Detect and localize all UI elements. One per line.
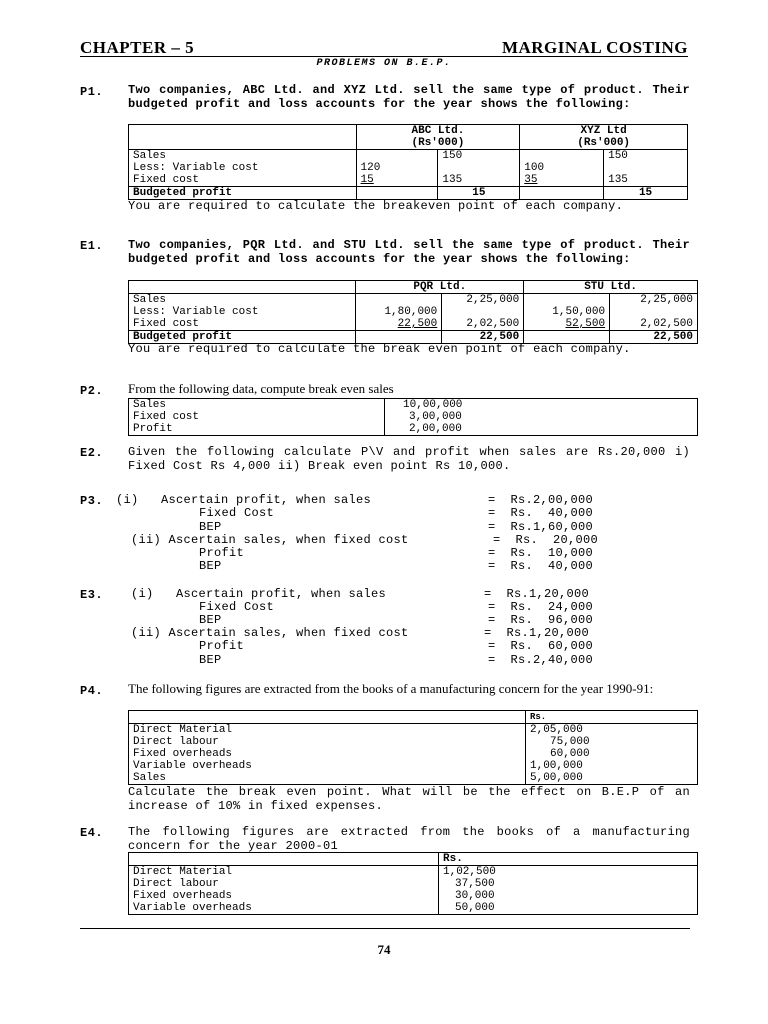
subject-heading: MARGINAL COSTING bbox=[501, 38, 688, 57]
e1-col-a-head: PQR Ltd. bbox=[356, 281, 524, 294]
table-total-row: Budgeted profit 22,500 22,500 bbox=[129, 331, 698, 344]
table-row: Profit 2,00,000 bbox=[129, 423, 698, 436]
p2-intro: From the following data, compute break even sales bbox=[128, 381, 394, 396]
p3-value: = Rs. 20,000 bbox=[493, 533, 599, 547]
e1-question: You are required to calculate the break even point of each company. bbox=[128, 342, 631, 356]
e1-table bbox=[128, 280, 698, 344]
table-row: Direct labour 75,000 bbox=[129, 736, 698, 748]
table-row: Variable overheads 1,00,000 bbox=[129, 760, 698, 772]
table-row: Sales 2,25,000 2,25,000 bbox=[129, 294, 698, 307]
e3-value: = Rs.1,20,000 bbox=[484, 626, 590, 640]
header-rule bbox=[80, 56, 688, 57]
p3-value: = Rs. 10,000 bbox=[488, 546, 594, 560]
p1-table bbox=[128, 124, 688, 200]
problem-label-e4: E4. bbox=[80, 826, 104, 840]
table-row: Fixed cost 22,500 2,02,500 52,500 2,02,500 bbox=[129, 318, 698, 331]
p4-col-head: Rs. bbox=[526, 711, 698, 724]
p4-question: Calculate the break even point. What will be the effect on B.E.P of an increase of 10% in fixed expenses. bbox=[128, 785, 690, 813]
p3-line: Profit bbox=[199, 546, 245, 560]
problem-label-e3: E3. bbox=[80, 588, 104, 602]
table-row: Less: Variable cost 120 100 bbox=[129, 162, 688, 174]
e3-value: = Rs.2,40,000 bbox=[488, 653, 594, 667]
p3-line: Fixed Cost bbox=[199, 506, 275, 520]
p4-intro: The following figures are extracted from the books of a manufacturing concern for the year 1990-91: bbox=[128, 681, 654, 696]
p3-value: = Rs.2,00,000 bbox=[488, 493, 594, 507]
p3-line: (ii) Ascertain sales, when fixed cost bbox=[131, 533, 409, 547]
problem-label-e2: E2. bbox=[80, 446, 104, 460]
e3-value: = Rs.1,20,000 bbox=[484, 587, 590, 601]
table-row: Direct Material 2,05,000 bbox=[129, 724, 698, 737]
p1-col-a-unit: (Rs'000) bbox=[411, 137, 465, 149]
table-row: Direct Material 1,02,500 bbox=[129, 866, 698, 879]
table-row: Variable overheads 50,000 bbox=[129, 902, 698, 915]
table-row: Less: Variable cost 1,80,000 1,50,000 bbox=[129, 306, 698, 318]
chapter-heading: CHAPTER – 5 bbox=[80, 38, 195, 57]
table-row: Fixed cost 3,00,000 bbox=[129, 411, 698, 423]
p3-value: = Rs. 40,000 bbox=[488, 559, 594, 573]
e4-col-head: Rs. bbox=[439, 853, 698, 866]
p3-line: BEP bbox=[199, 520, 222, 534]
table-row: Direct labour 37,500 bbox=[129, 878, 698, 890]
e3-line: (ii) Ascertain sales, when fixed cost bbox=[131, 626, 409, 640]
e3-line: BEP bbox=[199, 653, 222, 667]
e3-value: = Rs. 96,000 bbox=[488, 613, 594, 627]
problem-label-p4: P4. bbox=[80, 684, 104, 698]
e3-line: Profit bbox=[199, 639, 245, 653]
problem-label-e1: E1. bbox=[80, 239, 104, 253]
p3-value: = Rs.1,60,000 bbox=[488, 520, 594, 534]
table-row: Sales 150 150 bbox=[129, 150, 688, 163]
p1-question: You are required to calculate the breakeven point of each company. bbox=[128, 199, 624, 213]
problem-label-p2: P2. bbox=[80, 384, 104, 398]
table-row: Fixed cost 15 135 35 135 bbox=[129, 174, 688, 187]
table-row: Sales 5,00,000 bbox=[129, 772, 698, 785]
p1-col-a-head: ABC Ltd. bbox=[411, 125, 465, 137]
e2-text: Given the following calculate P\V and profit when sales are Rs.20,000 i) Fixed Cost Rs 4,000 ii) Break even point Rs 10,000. bbox=[128, 445, 690, 473]
e3-value: = Rs. 24,000 bbox=[488, 600, 594, 614]
e3-value: = Rs. 60,000 bbox=[488, 639, 594, 653]
p1-col-b-unit: (Rs'000) bbox=[577, 137, 631, 149]
table-row: Fixed overheads 30,000 bbox=[129, 890, 698, 902]
p1-intro: Two companies, ABC Ltd. and XYZ Ltd. sell the same type of product. Their budgeted profit and loss accounts for the year shows the following: bbox=[128, 83, 690, 111]
p3-line: BEP bbox=[199, 559, 222, 573]
e4-intro: The following figures are extracted from the books of a manufacturing concern for the year 2000-01 bbox=[128, 825, 690, 853]
e4-table bbox=[128, 852, 698, 915]
p4-table bbox=[128, 710, 698, 785]
problem-label-p1: P1. bbox=[80, 85, 104, 99]
e3-line: (i) Ascertain profit, when sales bbox=[131, 587, 387, 601]
p1-col-b-head: XYZ Ltd bbox=[580, 125, 627, 137]
table-total-row: Budgeted profit 15 15 bbox=[129, 187, 688, 200]
page-number: 74 bbox=[377, 942, 391, 957]
problem-label-p3: P3. bbox=[80, 494, 104, 508]
p3-line: (i) Ascertain profit, when sales bbox=[116, 493, 372, 507]
p3-value: = Rs. 40,000 bbox=[488, 506, 594, 520]
e3-line: BEP bbox=[199, 613, 222, 627]
section-subtitle: PROBLEMS ON B.E.P. bbox=[316, 58, 452, 69]
footer-rule bbox=[80, 928, 690, 929]
table-row: Fixed overheads 60,000 bbox=[129, 748, 698, 760]
table-row: Sales 10,00,000 bbox=[129, 399, 698, 412]
e1-intro: Two companies, PQR Ltd. and STU Ltd. sell the same type of product. Their budgeted profit and loss accounts for the year shows the following: bbox=[128, 238, 690, 266]
p2-table bbox=[128, 398, 698, 436]
e3-line: Fixed Cost bbox=[199, 600, 275, 614]
e1-col-b-head: STU Ltd. bbox=[524, 281, 698, 294]
